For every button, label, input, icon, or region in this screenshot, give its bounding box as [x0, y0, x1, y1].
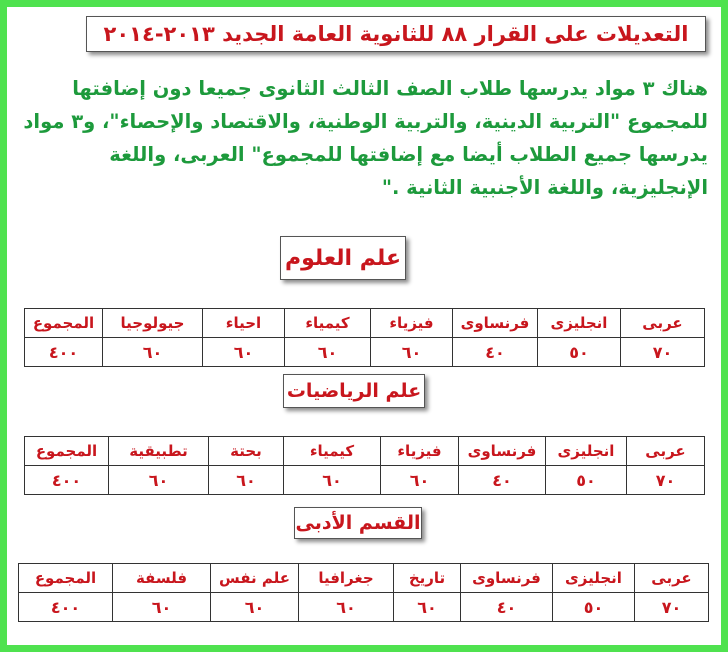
section-title-math-text: علم الرياضيات: [286, 380, 422, 402]
table-header-cell: فرنساوى: [459, 437, 546, 466]
table-cell: ٦٠: [284, 466, 381, 495]
table-header-cell: احياء: [203, 309, 285, 338]
table-header-cell: عربى: [627, 437, 705, 466]
table-header-cell: علم نفس: [211, 564, 299, 593]
table-header-cell: انجليزى: [553, 564, 635, 593]
table-header-cell: عربى: [635, 564, 709, 593]
table-header-cell: عربى: [621, 309, 705, 338]
table-header-cell: فلسفة: [113, 564, 211, 593]
table-cell: ٦٠: [371, 338, 453, 367]
section-title-math: [283, 374, 425, 408]
section-title-literary-text: القسم الأدبى: [295, 512, 421, 534]
table-header-cell: كيمياء: [284, 437, 381, 466]
table-cell: ٤٠: [459, 466, 546, 495]
intro-paragraph: هناك ٣ مواد يدرسها طلاب الصف الثالث الثانوى جميعا دون إضافتها للمجموع "التربية الدينية، والتربية الوطنية، والاقتصاد والإحصاء"، و٣ مواد يدرسها جميع الطلاب أيضا مع إضافتها للمجموع" العربى، واللغة الإنجليزية، واللغة الأجنبية الثانية .": [23, 77, 708, 199]
section-title-science-text: علم العلوم: [284, 245, 402, 271]
table-header-cell: جغرافيا: [299, 564, 394, 593]
table-header-cell: المجموع: [25, 309, 103, 338]
table-header-row: [25, 437, 705, 466]
table-cell: ٦٠: [113, 593, 211, 622]
table-cell: ٥٠: [553, 593, 635, 622]
table-cell: ٦٠: [203, 338, 285, 367]
table-cell: ٤٠: [453, 338, 538, 367]
table-cell: ٤٠: [461, 593, 553, 622]
table-cell: ٤٠٠: [25, 466, 109, 495]
table-header-cell: انجليزى: [538, 309, 621, 338]
table-header-cell: تاريخ: [394, 564, 461, 593]
table-header-row: [25, 309, 705, 338]
table-cell: ٦٠: [381, 466, 459, 495]
page-title: [86, 16, 706, 52]
table-cell: ٤٠٠: [25, 338, 103, 367]
table-header-row: [19, 564, 709, 593]
page-title-text: التعديلات على القرار ٨٨ للثانوية العامة الجديد ٢٠١٣-٢٠١٤: [103, 22, 689, 46]
table-cell: ٥٠: [546, 466, 627, 495]
table-cell: ٧٠: [621, 338, 705, 367]
table-header-cell: فرنساوى: [453, 309, 538, 338]
table-header-cell: فرنساوى: [461, 564, 553, 593]
table-row: [25, 338, 705, 367]
science-table: [24, 308, 705, 367]
table-cell: ٦٠: [209, 466, 284, 495]
section-title-science: [280, 236, 406, 280]
table-cell: ٦٠: [211, 593, 299, 622]
literary-table: [18, 563, 709, 622]
table-row: [25, 466, 705, 495]
table-header-cell: كيمياء: [285, 309, 371, 338]
table-cell: ٦٠: [394, 593, 461, 622]
table-header-cell: المجموع: [25, 437, 109, 466]
math-table: [24, 436, 705, 495]
table-cell: ٦٠: [299, 593, 394, 622]
table-header-cell: فيزياء: [381, 437, 459, 466]
table-cell: ٤٠٠: [19, 593, 113, 622]
table-cell: ٦٠: [109, 466, 209, 495]
table-header-cell: جيولوجيا: [103, 309, 203, 338]
table-cell: ٦٠: [285, 338, 371, 367]
table-header-cell: المجموع: [19, 564, 113, 593]
table-cell: ٧٠: [627, 466, 705, 495]
table-header-cell: انجليزى: [546, 437, 627, 466]
table-row: [19, 593, 709, 622]
table-header-cell: تطبيقية: [109, 437, 209, 466]
table-header-cell: فيزياء: [371, 309, 453, 338]
section-title-literary: [294, 507, 422, 539]
table-cell: ٦٠: [103, 338, 203, 367]
table-cell: ٥٠: [538, 338, 621, 367]
table-header-cell: بحتة: [209, 437, 284, 466]
table-cell: ٧٠: [635, 593, 709, 622]
